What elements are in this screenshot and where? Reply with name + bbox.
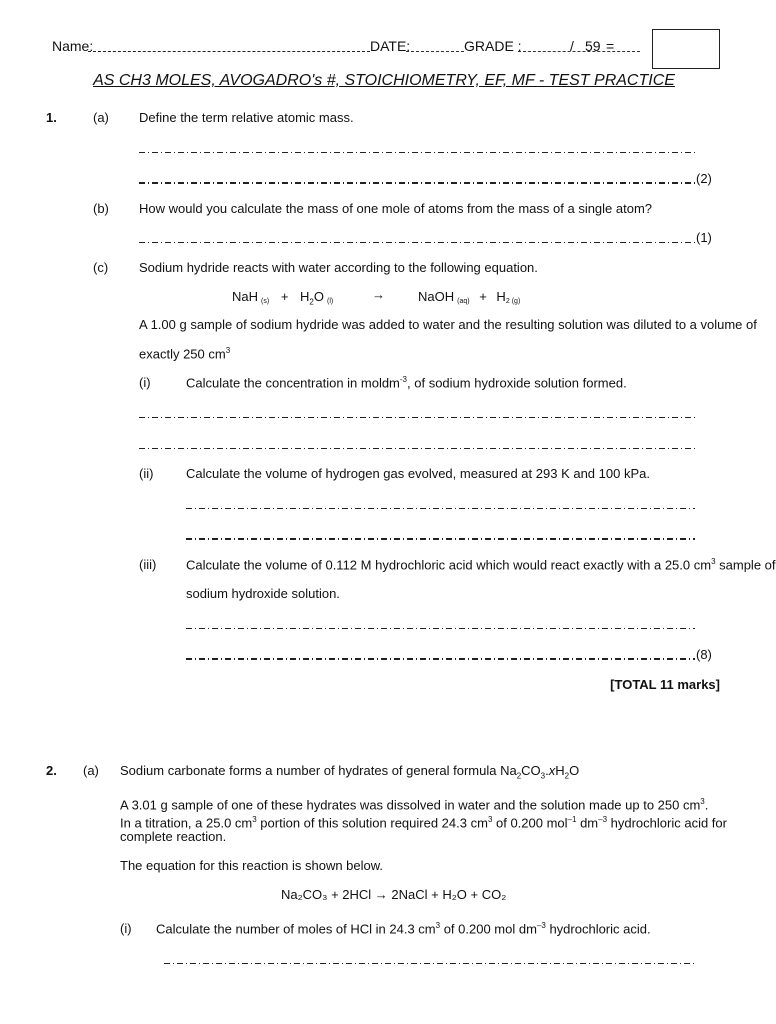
answer-line[interactable] [139, 152, 695, 153]
q1c-text: Sodium hydride reacts with water according to the following equation. [139, 260, 538, 275]
q1cii-label: (ii) [139, 466, 154, 481]
q2a-para2-line2: complete reaction. [120, 829, 227, 844]
q1ci-label: (i) [139, 375, 151, 390]
q1a-label: (a) [93, 110, 109, 125]
q2a-text-c: . [545, 763, 549, 778]
q2a-eq-intro: The equation for this reaction is shown below. [120, 858, 384, 873]
eq-naoh: NaOH [418, 289, 455, 304]
q2a-p1-b: . [704, 797, 709, 813]
answer-line[interactable] [139, 242, 695, 243]
q2a-text-x: x [548, 763, 556, 778]
q2a-text [120, 763, 579, 781]
q2a-p2-b: portion of this solution required 24.3 cm [256, 815, 488, 831]
name-field[interactable] [88, 51, 370, 52]
sample-volume: exactly 250 cm [139, 346, 226, 362]
answer-line[interactable] [139, 182, 695, 184]
q1c-marks: (8) [696, 647, 712, 662]
eq-h2-sub: 2 [505, 298, 510, 305]
q2a-p2-e: hydrochloric acid for [607, 815, 727, 831]
grade-slash: / [570, 38, 574, 54]
q1ciii-text [186, 557, 776, 572]
answer-line[interactable] [164, 963, 695, 964]
eq-h2o-sub: 2 [309, 297, 314, 307]
answer-line[interactable] [186, 538, 695, 540]
eq-state-g: (g) [511, 298, 521, 305]
grade-total: 59 [585, 38, 601, 54]
eq-state-aq: (aq) [457, 298, 470, 305]
q1-total: [TOTAL 11 marks] [610, 677, 720, 692]
sup: 3 [700, 797, 705, 806]
q2ai-label: (i) [120, 921, 132, 936]
q2a-text-d: H [555, 763, 565, 778]
q1ciii-line2: sodium hydroxide solution. [186, 586, 340, 601]
q2ai-a: Calculate the number of moles of HCl in 24.3 cm [156, 921, 436, 937]
q1c-equation [232, 289, 333, 307]
name-label: Name: [52, 38, 94, 54]
q1c-label: (c) [93, 260, 109, 275]
eq-state-l: (l) [327, 298, 334, 305]
sub: 2 [516, 771, 522, 781]
q2a-p2-d: dm [576, 815, 599, 831]
q1a-marks: (2) [696, 171, 712, 186]
q2a-p1-a: A 3.01 g sample of one of these hydrates was dissolved in water and the solution made up to 250 cm [120, 797, 701, 813]
question-1-number: 1. [46, 110, 57, 125]
grade-equals: = [606, 38, 615, 54]
eq-h2-h: H [496, 289, 506, 304]
q2a-text-e: O [569, 763, 580, 778]
sup: –1 [567, 815, 577, 824]
q1c-equation-products [418, 289, 520, 305]
q2a-para1 [120, 797, 708, 812]
sup: 3 [487, 815, 493, 824]
q2ai-c: hydrochloric acid. [545, 921, 651, 937]
q1c-sample-line2 [139, 346, 230, 361]
q2a-text-b: CO [521, 763, 541, 778]
sup: 3 [711, 557, 716, 566]
q1ci-text [186, 375, 627, 390]
sup: –3 [536, 921, 546, 930]
sub: 3 [540, 771, 546, 781]
q2a-label: (a) [83, 763, 99, 778]
q1b-label: (b) [93, 201, 109, 216]
sub: 2 [564, 771, 570, 781]
q2ai-text [156, 921, 651, 936]
q1c-sample-line1: A 1.00 g sample of sodium hydride was added to water and the resulting solution was diluted to a volume of [139, 317, 757, 332]
date-field[interactable] [406, 51, 464, 52]
q1a-text: Define the term relative atomic mass. [139, 110, 354, 125]
q1b-text: How would you calculate the mass of one mole of atoms from the mass of a single atom? [139, 201, 653, 216]
sup: -3 [399, 375, 408, 384]
page-title: AS CH3 MOLES, AVOGADRO's #, STOICHIOMETRY, EF, MF - TEST PRACTICE [93, 72, 675, 89]
question-2-number: 2. [46, 763, 57, 778]
sup: 3 [252, 815, 257, 824]
grade-label: GRADE : [464, 38, 522, 54]
q1b-marks: (1) [696, 230, 712, 245]
q2a-p2-c: of 0.200 mol [492, 815, 568, 831]
answer-line[interactable] [186, 628, 695, 629]
q1ciii-text-a: Calculate the volume of 0.112 M hydrochloric acid which would react exactly with a 25.0 cm [186, 557, 712, 573]
sup: 3 [435, 921, 441, 930]
answer-line[interactable] [139, 417, 695, 418]
eq-state-s: (s) [261, 298, 270, 305]
q1ci-text-b: , of sodium hydroxide solution formed. [407, 375, 627, 391]
answer-line[interactable] [186, 508, 695, 509]
eq-arrow: → [372, 287, 385, 302]
sup: –3 [598, 815, 608, 824]
q1ciii-text-b: sample of [715, 557, 776, 573]
eq-h2o-h: H [300, 289, 310, 304]
eq-nah: NaH [232, 289, 259, 304]
q1cii-text: Calculate the volume of hydrogen gas evolved, measured at 293 K and 100 kPa. [186, 466, 650, 481]
q1ci-text-a: Calculate the concentration in moldm [186, 375, 400, 391]
answer-line[interactable] [139, 448, 695, 449]
eq-plus: + [479, 289, 487, 304]
date-label: DATE: [370, 38, 411, 54]
answer-line[interactable] [186, 658, 695, 660]
eq-plus: + [280, 289, 289, 304]
q2a-equation: Na₂CO₃ + 2HCl → 2NaCl + H₂O + CO₂ [281, 887, 507, 902]
eq-h2o-o: O [313, 289, 324, 304]
q1ciii-label: (iii) [139, 557, 157, 572]
q2a-p2-a: In a titration, a 25.0 cm [120, 815, 253, 831]
q2ai-b: of 0.200 mol dm [440, 921, 537, 937]
q2a-text-a: Sodium carbonate forms a number of hydrates of general formula Na [120, 763, 517, 778]
grade-box[interactable] [652, 29, 720, 69]
sup: 3 [225, 346, 231, 355]
grade-field[interactable] [518, 51, 640, 52]
